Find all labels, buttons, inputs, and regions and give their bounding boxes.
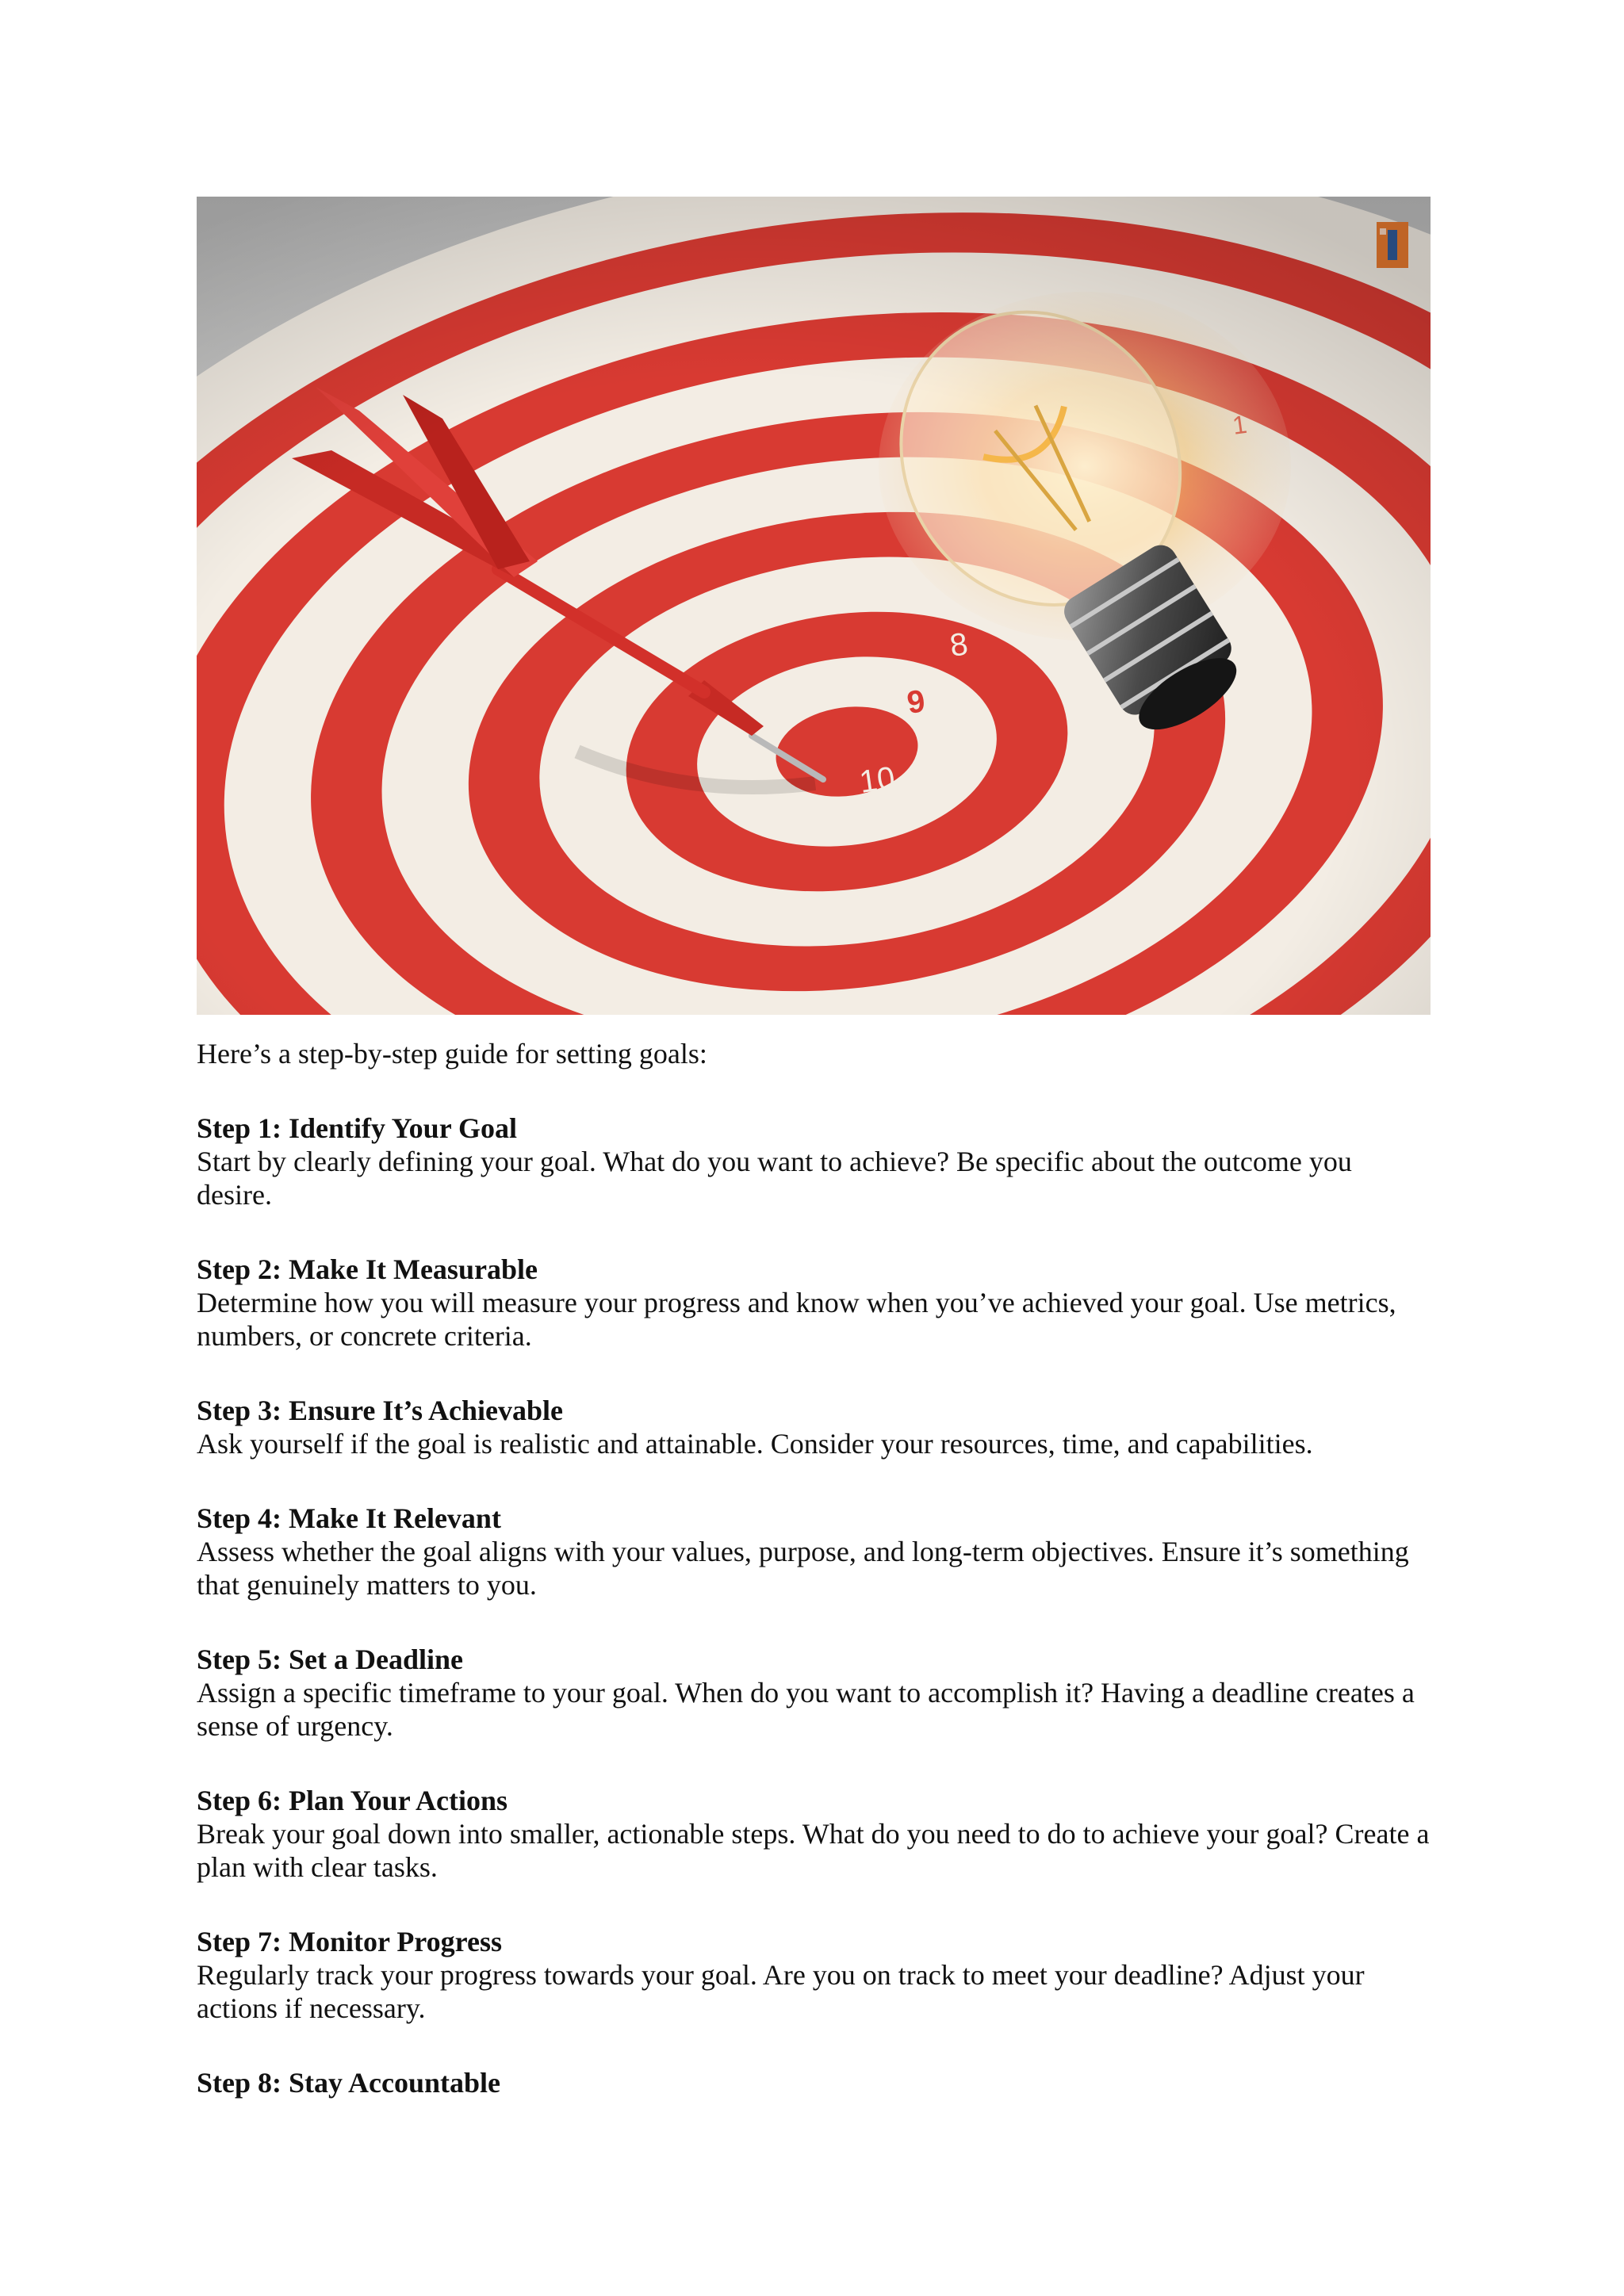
- step-7: [197, 1925, 1431, 2025]
- step-1: [197, 1112, 1431, 1211]
- step-title: Step 5: Set a Deadline: [197, 1644, 463, 1675]
- step-body: Assess whether the goal aligns with your values, purpose, and long-term objectives. Ensure it’s something that genuinely matters to you.: [197, 1536, 1409, 1601]
- step-body: Determine how you will measure your progress and know when you’ve achieved your goal. Use metrics, numbers, or concrete criteria.: [197, 1287, 1396, 1352]
- step-2: [197, 1253, 1431, 1353]
- step-5: [197, 1643, 1431, 1743]
- step-8: [197, 2066, 1431, 2099]
- step-body: Start by clearly defining your goal. What do you want to achieve? Be specific about the outcome you desire.: [197, 1146, 1352, 1211]
- step-body: Regularly track your progress towards your goal. Are you on track to meet your deadline? Adjust your actions if necessary.: [197, 1959, 1365, 2024]
- step-title: Step 6: Plan Your Actions: [197, 1785, 508, 1816]
- step-title: Step 7: Monitor Progress: [197, 1926, 502, 1957]
- hero-image: [197, 197, 1431, 1015]
- step-title: Step 3: Ensure It’s Achievable: [197, 1395, 564, 1426]
- steps-list: [197, 1112, 1431, 2099]
- target-dart-bulb-illustration: [197, 197, 1431, 1015]
- step-3: [197, 1394, 1431, 1460]
- step-title: Step 1: Identify Your Goal: [197, 1112, 518, 1144]
- step-title: Step 8: Stay Accountable: [197, 2067, 501, 2099]
- document-page: [197, 197, 1431, 2099]
- step-body: Assign a specific timeframe to your goal. When do you want to accomplish it? Having a deadline creates a sense of urgency.: [197, 1677, 1415, 1742]
- intro-text: Here’s a step-by-step guide for setting goals:: [197, 1038, 707, 1070]
- step-title: Step 4: Make It Relevant: [197, 1502, 501, 1534]
- step-body: Ask yourself if the goal is realistic and attainable. Consider your resources, time, and capabilities.: [197, 1428, 1313, 1460]
- step-6: [197, 1784, 1431, 1884]
- image-vignette: [197, 197, 1431, 1015]
- step-4: [197, 1502, 1431, 1601]
- step-title: Step 2: Make It Measurable: [197, 1253, 538, 1285]
- step-body: Break your goal down into smaller, actionable steps. What do you need to do to achieve your goal? Create a plan with clear tasks.: [197, 1818, 1430, 1883]
